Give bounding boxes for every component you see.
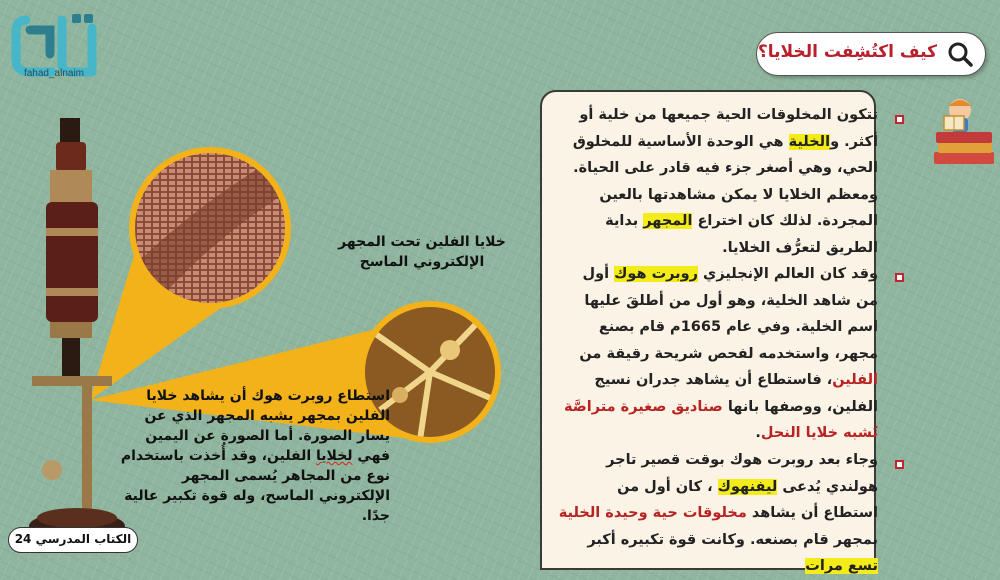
page-title: كيف اكتُشِفت الخلايا؟ <box>757 42 937 62</box>
highlighted-term: روبرت هوك <box>614 266 698 282</box>
hooke-microscope-image <box>22 118 126 546</box>
electron-micrograph-caption: خلايا الفلين تحت المجهر الإلكتروني الماسح <box>338 234 506 270</box>
text-run: 1665 <box>680 319 722 335</box>
highlighted-term: الخلية <box>788 133 831 150</box>
text-run: أول من شاهد الخلية، وهو أول من أطلقَ عليها اسم الخلية. وفي عام <box>582 266 878 335</box>
text-run: لخلايا <box>316 448 353 464</box>
text-run: استطاع روبرت هوك أن يشاهد خلايا الفلين بمجهر يشبه المجهر الذي عن يسار الصورة. أما الصورة عن اليمين فهي <box>144 388 390 464</box>
text-run: م قام بصنع مجهر، واستخدمه لفحص شريحة رقيقة من <box>579 319 878 362</box>
text-run: ، كان أول من استطاع أن يشاهد <box>617 478 878 521</box>
highlighted-term: ليفنهوك <box>717 478 778 495</box>
page-number: 24 <box>14 532 32 546</box>
emphasized-term: صناديق صغيرة متراصَّة تُشبه خلايا النحل <box>563 398 878 441</box>
text-run: وقد كان العالم الإنجليزي <box>698 266 878 282</box>
page-footer <box>8 527 138 553</box>
hooke-caption <box>120 386 390 526</box>
text-run: بمجهر قام بصنعه. وكانت قوة تكبيره أكبر <box>587 531 878 548</box>
text-run: . <box>755 425 761 441</box>
emphasized-term: مخلوقات حية وحيدة الخلية <box>558 505 747 521</box>
text-run: تتكون المخلوقات الحية جميعها من خلية أو أكثر. و <box>579 107 878 150</box>
logo-caption: fahad_alnaim <box>23 68 85 79</box>
highlighted-term: تسع مرات <box>805 558 878 574</box>
text-run: بداية الطريق لتعرُّف الخلايا. <box>605 213 878 256</box>
text-run: هي الوحدة الأساسية للمخلوق الحي، وهي أصغر جزء فيه قادر على الحياة. ومعظم الخلايا لا يمكن مشاهدتها بالعين المجردة. لذلك كان اختراع <box>572 133 878 229</box>
text-run: وجاء بعد روبرت هوك بوقت قصير تاجر هولندي يُدعى <box>606 452 878 495</box>
highlighted-term: المجهر <box>643 213 693 229</box>
emphasized-term: الفلين <box>832 372 878 388</box>
text-run: ، فاستطاع أن يشاهد جدران نسيج الفلين، ووصفها بانها <box>594 372 878 415</box>
text-run: الفلين، وقد أُخذت باستخدام نوع من المجاهر يُسمى المجهر الإلكتروني الماسح، وله قوة تكبير عالية جدًا. <box>120 448 390 524</box>
book-label: الكتاب المدرسي <box>35 532 132 546</box>
